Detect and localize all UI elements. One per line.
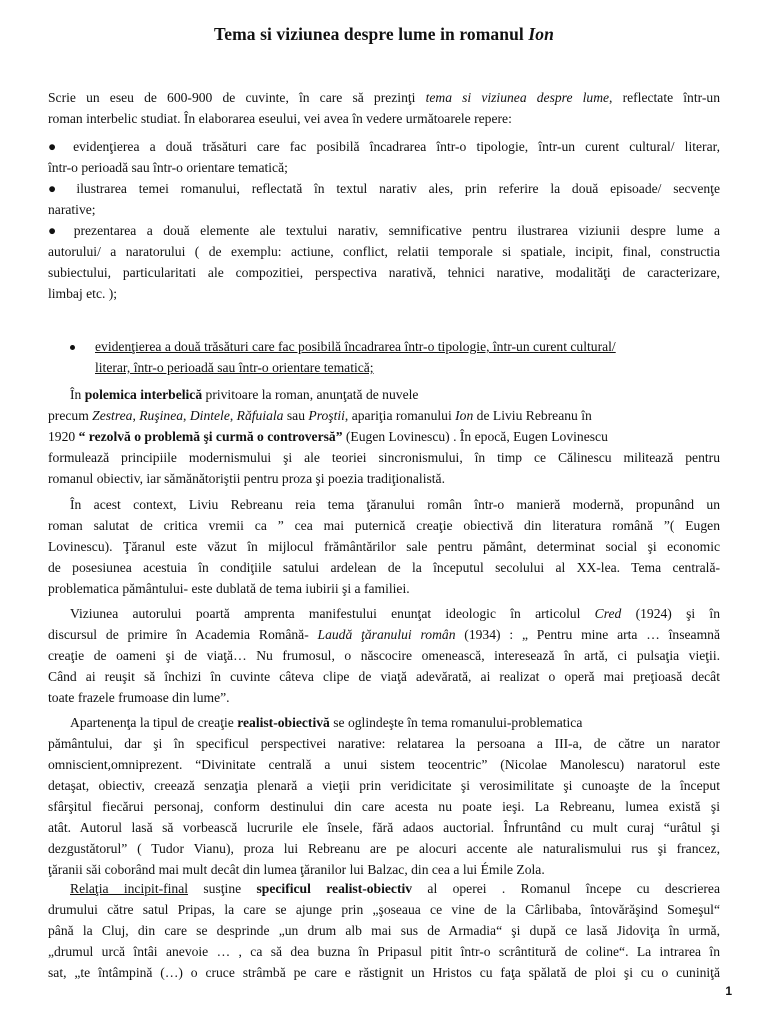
requirement-item: ● prezentarea a două elemente ale textului narativ, semnificative pentru ilustrarea viziunii despre lume a	[48, 223, 720, 238]
text-line: 1920 “ rezolvă o problemă şi curmă o controversă” (Eugen Lovinescu) . În epocă, Eugen Lovinescu	[48, 429, 608, 444]
bullet-icon	[70, 345, 75, 350]
text-line: discursul de primire în Academia Română- Laudă ţăranului român (1934) : „ Pentru mine arta … înseamnă	[48, 627, 720, 642]
requirement-item: ● ilustrarea temei romanului, reflectată în textul narativ ales, prin referire la două episoade/ secvenţe	[48, 181, 720, 196]
title-italic-text: Ion	[528, 24, 554, 44]
requirements-list	[48, 136, 720, 304]
text-line: precum Zestrea, Ruşinea, Dintele, Răfuiala sau Proştii, apariţia romanului Ion de Liviu Rebreanu în	[48, 408, 592, 423]
text-line: Viziunea autorului poartă amprenta manifestului enunţat ideologic în articolul Cred (1924) şi în	[70, 606, 720, 621]
text-line: pământului, dar şi în specificul perspectivei narative: relatarea la persoana a III-a, de către un narator	[48, 736, 720, 751]
intro-paragraph	[48, 87, 720, 129]
text-line: problematica pământului- este dublată de tema iubirii şi a familiei.	[48, 581, 410, 596]
text-line: „drumul urcă întâi anevoie … , ca să dea buzna în Pripasul pitit într-o scrântitură de coline“. La intrarea în	[48, 944, 720, 959]
text-line: Relaţia incipit-final susţine specificul realist-obiectiv al operei . Romanul începe cu descrierea	[70, 881, 720, 896]
paragraph-4	[48, 712, 720, 880]
paragraph-5	[48, 878, 720, 983]
paragraph-2	[48, 494, 720, 599]
text-line: roman interbelic studiat. În elaborarea eseului, vei avea în vedere următoarele repere:	[48, 111, 512, 126]
page-number: 1	[725, 984, 732, 998]
text-line: atât. Autorul lasă să vorbească lucrurile ele însele, fără adaos auctorial. Înfruntând cu mult curaj “urâtul şi	[48, 820, 720, 835]
text-line: de posesiunea acestuia în condiţiile satului ardelean de la începutul secolului al XX-lea. Tema centrală-	[48, 560, 720, 575]
bullet-heading	[95, 336, 695, 378]
text-line: formulează principiile modernismului şi ale teoriei sincronismului, în timp ce Călinescu militează pentru	[48, 450, 720, 465]
text-line: narative;	[48, 202, 96, 217]
text-line: Când ai reuşit să închizi în cuvinte câteva clipe de viaţă adevărată, ai realizat o operă mai preţioasă decât	[48, 669, 720, 684]
text-line: dezgustătorul” ( Tudor Vianu), proza lui Rebreanu are pe alocuri accente ale naturalismului rus şi francez,	[48, 841, 720, 856]
text-line: În polemica interbelică privitoare la roman, anunţată de nuvele	[70, 387, 419, 402]
text-line: limbaj etc. );	[48, 286, 118, 301]
title-text: Tema si viziunea despre lume in romanul	[214, 24, 529, 44]
text-line: evidenţierea a două trăsături care fac posibilă încadrarea într-o tipologie, într-un curent cultural/	[95, 339, 616, 354]
text-line: sat, „te întâmpină (…) o cruce strâmbă pe care e răstignit un Hristos cu faţa spălată de ploi şi cu o cuniniţă	[48, 965, 720, 980]
text-line: Lovinescu). Ţăranul este văzut în mijlocul frământărilor sale pentru pământ, determinat social şi economic	[48, 539, 720, 554]
text-line: omniscient,omniprezent. “Divinitate centrală a unui sistem teocentric” (Nicolae Manolescu) naratorul este	[48, 757, 720, 772]
text-line: toate frazele frumoase din lume”.	[48, 690, 230, 705]
text-line: romanul obiectiv, iar sămănătoriştii pentru proza şi poezia tradiţionalistă.	[48, 471, 445, 486]
text-line: subiectului, particularitati ale compozitiei, perspectiva narativă, tehnici narative, modalităţi de caracterizare,	[48, 265, 720, 280]
text-line: sfârşitul fiecărui personaj, conform destinului din care acesta nu poate ieşi. La Rebreanu, lumea există şi	[48, 799, 720, 814]
text-line: autorului/ a naratorului ( de exemplu: actiune, conflict, relatii temporale si spatiale, incipit, final, constructia	[48, 244, 720, 259]
requirement-item: ● evidenţierea a două trăsături care fac posibilă încadrarea într-o tipologie, într-un curent cultural/ literar,	[48, 139, 720, 154]
text-line: În acest context, Liviu Rebreanu reia tema ţăranului român într-o manieră modernă, propunând un	[70, 497, 720, 512]
text-line: într-o perioadă sau într-o orientare tematică;	[48, 160, 288, 175]
paragraph-3	[48, 603, 720, 708]
text-line: până la Cluj, din care se desprinde „un drum alb mai sus de Armadia“ şi după ce lasă Jidoviţa în urmă,	[48, 923, 720, 938]
text-line: Scrie un eseu de 600-900 de cuvinte, în care să prezinţi tema si viziunea despre lume, reflectate într-un	[48, 90, 720, 105]
paragraph-1	[48, 384, 720, 489]
text-line: roman salutat de critica vremii ca ” cea mai puternică creaţie obiectivă din literatura română ”( Eugen	[48, 518, 720, 533]
text-line: detaşat, obiectiv, creează senzaţia plenară a vieţii prin veridicitate şi verosimilitate şi cunoaşte de la început	[48, 778, 720, 793]
text-line: drumului către satul Pripas, la care se ajunge prin „şoseaua ce vine de la Cârlibaba, întovărăşind Someşul“	[48, 902, 720, 917]
text-line: literar, într-o perioadă sau într-o orientare tematică;	[95, 360, 374, 375]
text-line: Apartenenţa la tipul de creaţie realist-obiectivă se oglindeşte în tema romanului-problematica	[70, 715, 583, 730]
page-title	[0, 24, 768, 45]
text-line: creaţie de oameni şi de viaţă… Nu frumosul, o născocire omenească, interesează în artă, ci pulsaţia vieţii.	[48, 648, 720, 663]
text-line: ţăranii săi coborând mai mult decât din lumea ţăranilor lui Balzac, din cea a lui Émile Zola.	[48, 862, 545, 877]
